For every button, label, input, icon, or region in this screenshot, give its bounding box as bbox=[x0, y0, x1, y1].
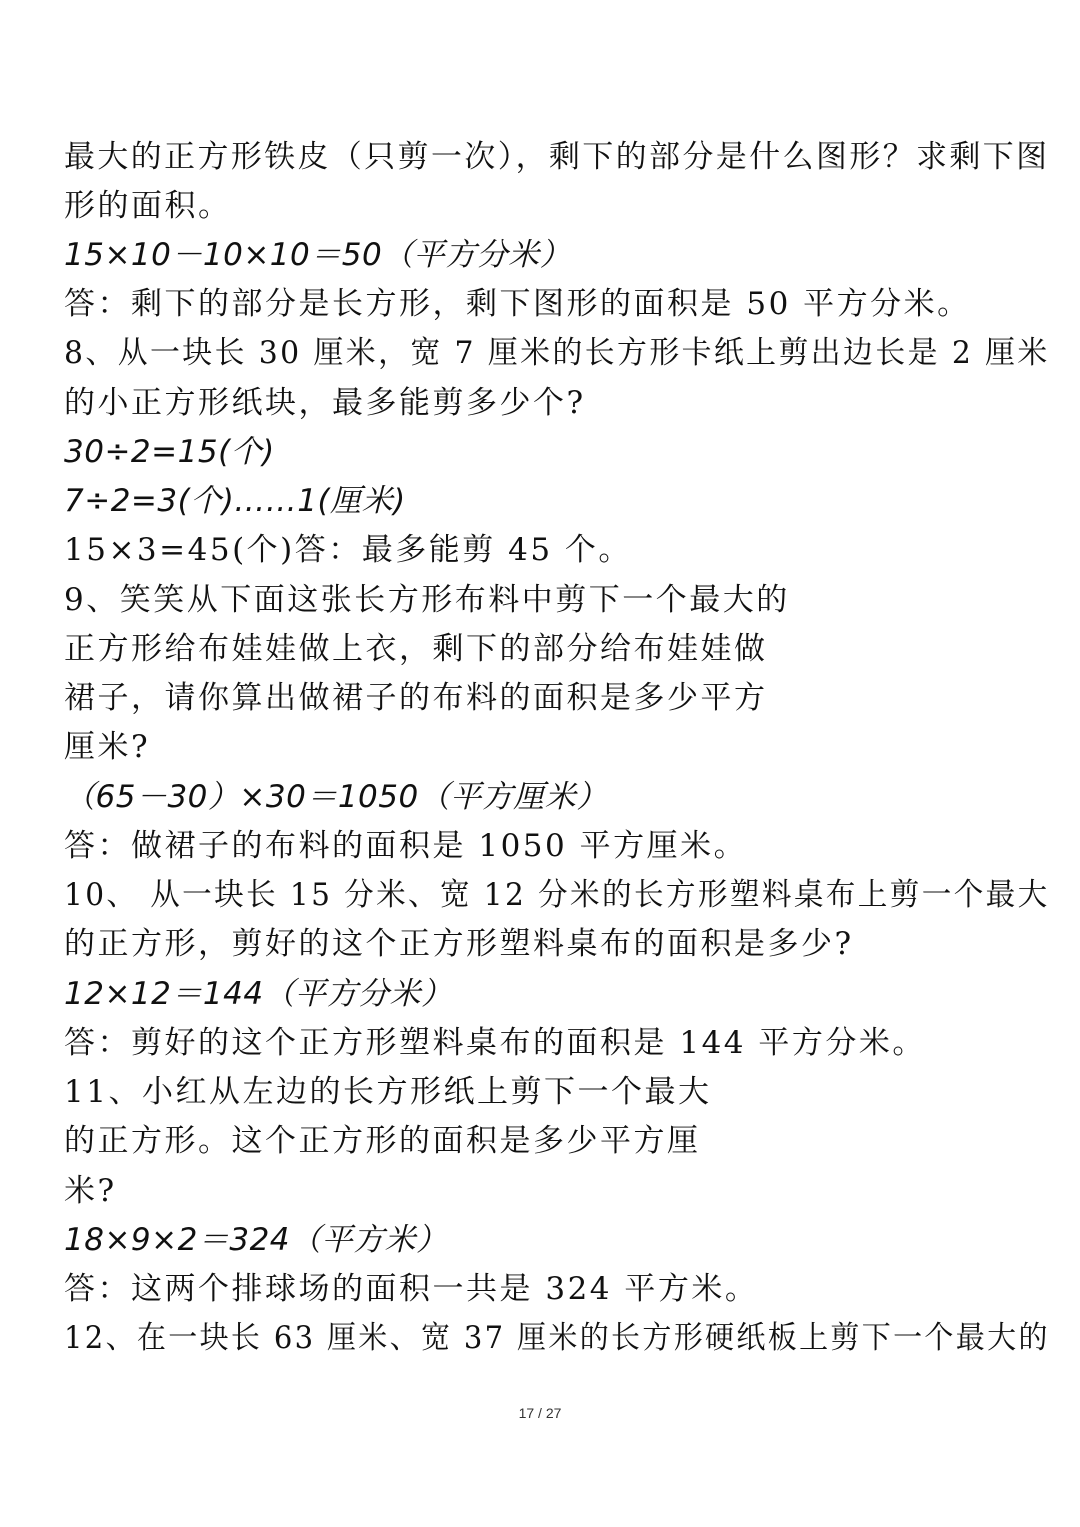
answer-line: 答：剩下的部分是长方形，剩下图形的面积是 50 平方分米。 bbox=[64, 286, 971, 322]
text-line: 裙子，请你算出做裙子的布料的面积是多少平方 bbox=[64, 680, 768, 716]
question-line: 8、从一块长 30 厘米，宽 7 厘米的长方形卡纸上剪出边长是 2 厘米 bbox=[64, 335, 1050, 371]
formula-line: 12×12＝144（平方分米） bbox=[64, 976, 453, 1012]
answer-line: 答：做裙子的布料的面积是 1050 平方厘米。 bbox=[64, 828, 748, 864]
text-line: 的正方形。这个正方形的面积是多少平方厘 bbox=[64, 1123, 701, 1159]
formula-line: （65－30）×30＝1050（平方厘米） bbox=[64, 779, 608, 815]
formula-line: 30÷2=15(个) bbox=[64, 434, 275, 470]
question-line: 10、 从一块长 15 分米、宽 12 分米的长方形塑料桌布上剪一个最大 bbox=[64, 877, 1050, 913]
question-line: 11、小红从左边的长方形纸上剪下一个最大 bbox=[64, 1074, 712, 1110]
text-line: 米? bbox=[64, 1173, 117, 1209]
text-line: 最大的正方形铁皮（只剪一次），剩下的部分是什么图形？求剩下图 bbox=[64, 139, 1050, 175]
question-line: 12、在一块长 63 厘米、宽 37 厘米的长方形硬纸板上剪下一个最大的 bbox=[64, 1320, 1050, 1356]
answer-line: 答：剪好的这个正方形塑料桌布的面积是 144 平方分米。 bbox=[64, 1025, 926, 1061]
answer-line: 15×3=45(个)答：最多能剪 45 个。 bbox=[64, 532, 632, 568]
text-line: 的正方形，剪好的这个正方形塑料桌布的面积是多少? bbox=[64, 926, 854, 962]
page-number: 17 / 27 bbox=[518, 1405, 562, 1421]
answer-line: 答：这两个排球场的面积一共是 324 平方米。 bbox=[64, 1271, 759, 1307]
text-line: 厘米? bbox=[64, 729, 151, 765]
text-line: 形的面积。 bbox=[64, 188, 232, 224]
formula-line: 7÷2=3(个)……1(厘米) bbox=[64, 483, 406, 519]
formula-line: 15×10－10×10＝50（平方分米） bbox=[64, 237, 572, 273]
text-line: 正方形给布娃娃做上衣，剩下的部分给布娃娃做 bbox=[64, 631, 768, 667]
text-line: 的小正方形纸块，最多能剪多少个? bbox=[64, 385, 586, 421]
question-line: 9、笑笑从下面这张长方形布料中剪下一个最大的 bbox=[64, 582, 790, 618]
formula-line: 18×9×2＝324（平方米） bbox=[64, 1222, 448, 1258]
